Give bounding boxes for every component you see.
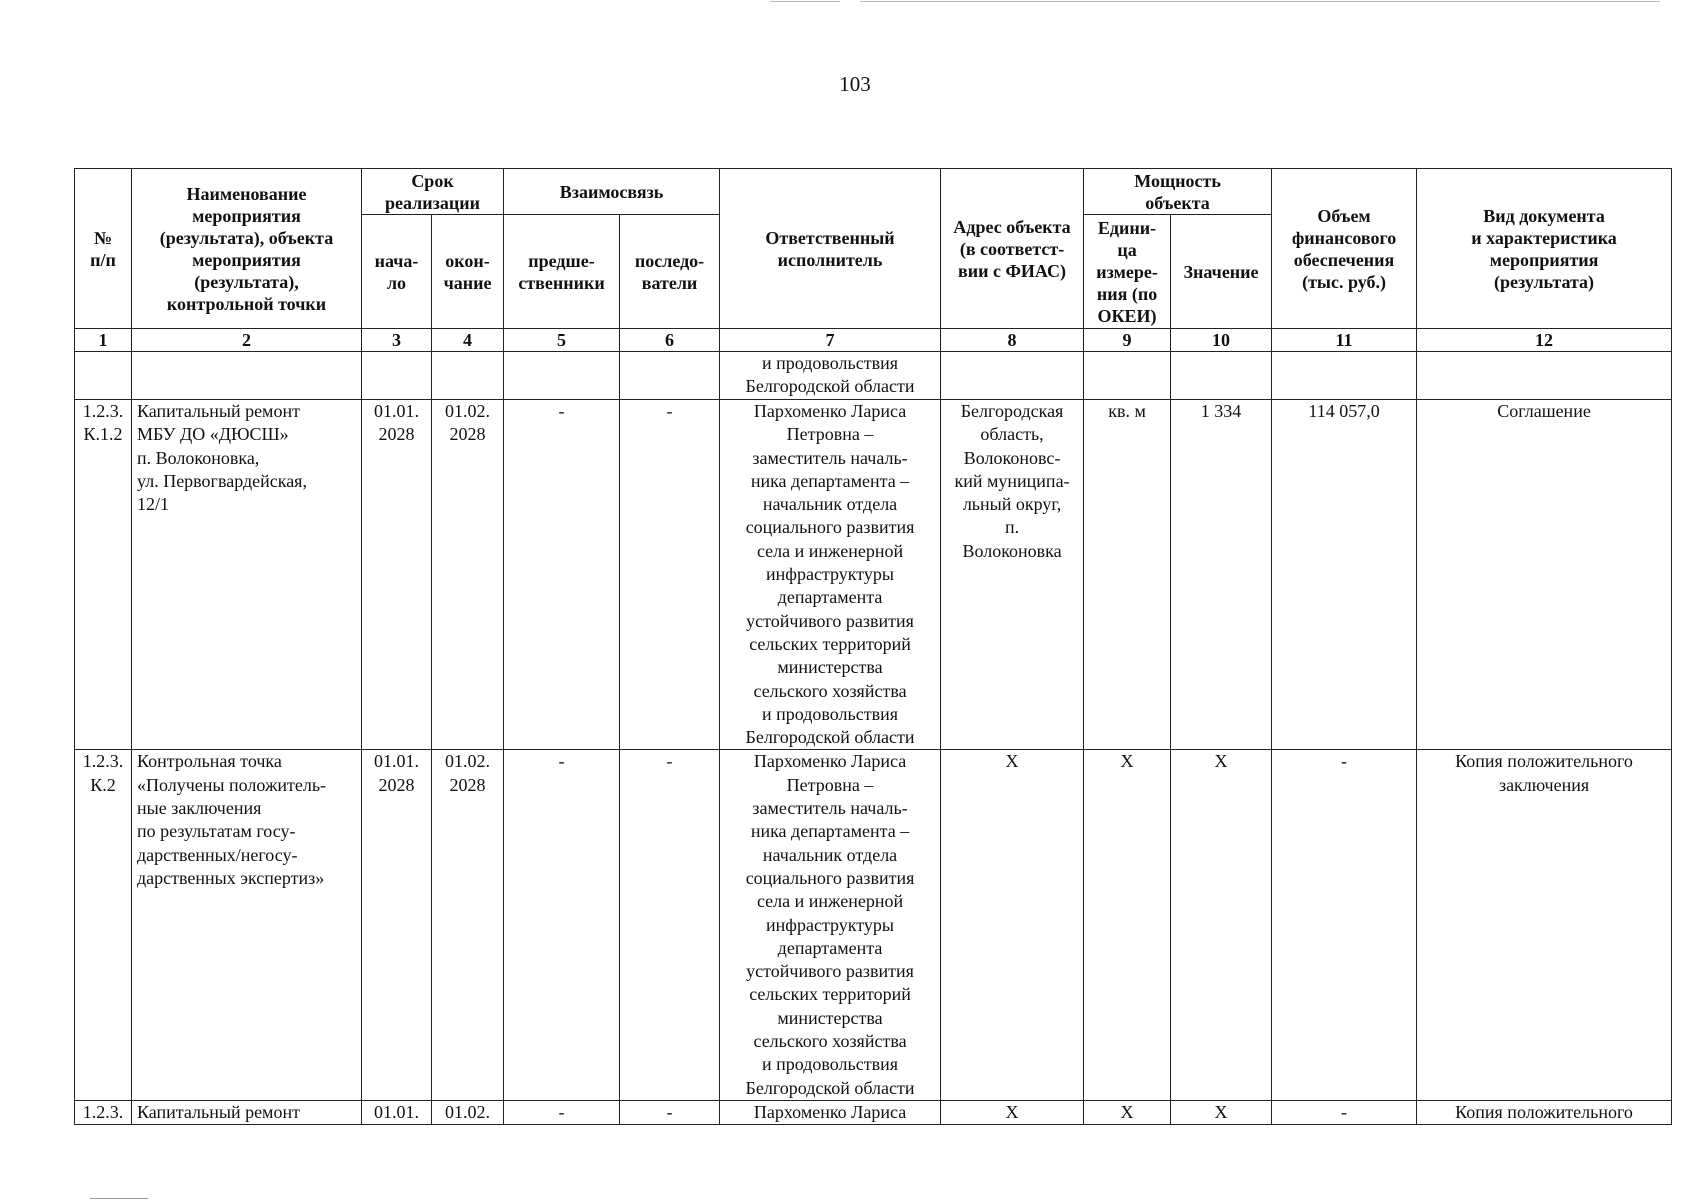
header-finance: Объем финансового обеспечения (тыс. руб.) xyxy=(1272,169,1417,329)
cell-unit: Х xyxy=(1084,1100,1171,1124)
cell-succ: - xyxy=(620,750,720,1100)
cell-name: Капитальный ремонт xyxy=(132,1100,362,1124)
column-number: 1 xyxy=(75,329,132,352)
cell-unit: кв. м xyxy=(1084,400,1171,750)
cell-pred: - xyxy=(504,400,620,750)
header-address: Адрес объекта (в соответст- вии с ФИАС) xyxy=(941,169,1084,329)
column-number: 11 xyxy=(1272,329,1417,352)
header-link-pred: предше- ственники xyxy=(504,215,620,329)
header-term: Срок реализации xyxy=(362,169,504,215)
cell-doc: Копия положительного заключения xyxy=(1417,750,1672,1100)
cell-end: 01.02. 2028 xyxy=(432,750,504,1100)
cell-num: 1.2.3. К.2 xyxy=(75,750,132,1100)
cell-succ: - xyxy=(620,400,720,750)
column-number: 2 xyxy=(132,329,362,352)
cell-unit: Х xyxy=(1084,750,1171,1100)
header-link-succ: последо- ватели xyxy=(620,215,720,329)
column-number: 5 xyxy=(504,329,620,352)
cell-finance: 114 057,0 xyxy=(1272,400,1417,750)
column-number: 8 xyxy=(941,329,1084,352)
cell-unit xyxy=(1084,352,1171,400)
cell-finance xyxy=(1272,352,1417,400)
cell-pred: - xyxy=(504,1100,620,1124)
cell-doc: Копия положительного xyxy=(1417,1100,1672,1124)
cell-finance: - xyxy=(1272,1100,1417,1124)
table-row xyxy=(75,352,1672,400)
cell-executor: и продовольствия Белгородской области xyxy=(720,352,941,400)
cell-pred xyxy=(504,352,620,400)
cell-succ xyxy=(620,352,720,400)
cell-address: Белгородская область, Волоконовс- кий муниципа- льный округ, п. Волоконовка xyxy=(941,400,1084,750)
cell-end: 01.02. xyxy=(432,1100,504,1124)
cell-num: 1.2.3. К.1.2 xyxy=(75,400,132,750)
top-scan-rule xyxy=(770,1,840,2)
cell-succ: - xyxy=(620,1100,720,1124)
cell-executor: Пархоменко Лариса xyxy=(720,1100,941,1124)
cell-name xyxy=(132,352,362,400)
column-number: 10 xyxy=(1171,329,1272,352)
cell-finance: - xyxy=(1272,750,1417,1100)
header-row-top xyxy=(75,169,1672,215)
header-capacity-value: Значение xyxy=(1171,215,1272,329)
column-number: 7 xyxy=(720,329,941,352)
header-name: Наименование мероприятия (результата), объекта мероприятия (результата), контрольной точки xyxy=(132,169,362,329)
column-number: 6 xyxy=(620,329,720,352)
cell-value: Х xyxy=(1171,1100,1272,1124)
cell-pred: - xyxy=(504,750,620,1100)
column-numbers-row xyxy=(75,329,1672,352)
cell-value xyxy=(1171,352,1272,400)
column-number: 12 xyxy=(1417,329,1672,352)
table-row xyxy=(75,400,1672,750)
header-term-end: окон- чание xyxy=(432,215,504,329)
measures-table xyxy=(74,168,1672,1125)
top-scan-rule xyxy=(860,1,1660,2)
cell-start: 01.01. 2028 xyxy=(362,750,432,1100)
header-doc-type: Вид документа и характеристика мероприятия (результата) xyxy=(1417,169,1672,329)
cell-start: 01.01. 2028 xyxy=(362,400,432,750)
column-number: 3 xyxy=(362,329,432,352)
cell-address xyxy=(941,352,1084,400)
header-link: Взаимосвязь xyxy=(504,169,720,215)
cell-address: Х xyxy=(941,750,1084,1100)
table-row xyxy=(75,750,1672,1100)
cell-num xyxy=(75,352,132,400)
table-row xyxy=(75,1100,1672,1124)
column-number: 9 xyxy=(1084,329,1171,352)
header-capacity-unit: Едини- ца измере- ния (по ОКЕИ) xyxy=(1084,215,1171,329)
header-capacity: Мощность объекта xyxy=(1084,169,1272,215)
column-number: 4 xyxy=(432,329,504,352)
page-number: 103 xyxy=(839,72,871,96)
header-num: № п/п xyxy=(75,169,132,329)
cell-num: 1.2.3. xyxy=(75,1100,132,1124)
cell-name: Контрольная точка «Получены положитель- ные заключения по результатам госу- дарственных/негосу- дарственных экспертиз» xyxy=(132,750,362,1100)
header-term-start: нача- ло xyxy=(362,215,432,329)
bottom-scan-rule xyxy=(90,1198,148,1199)
cell-start: 01.01. xyxy=(362,1100,432,1124)
cell-executor: Пархоменко Лариса Петровна – заместитель началь- ника департамента – начальник отдела социального развития села и инженерной инфраструктуры департамента устойчивого развития сельских территорий министерства сельского хозяйства и продовольствия Белгородской области xyxy=(720,750,941,1100)
cell-executor: Пархоменко Лариса Петровна – заместитель началь- ника департамента – начальник отдела социального развития села и инженерной инфраструктуры департамента устойчивого развития сельских территорий министерства сельского хозяйства и продовольствия Белгородской области xyxy=(720,400,941,750)
cell-end xyxy=(432,352,504,400)
cell-value: Х xyxy=(1171,750,1272,1100)
cell-name: Капитальный ремонт МБУ ДО «ДЮСШ» п. Волоконовка, ул. Первогвардейская, 12/1 xyxy=(132,400,362,750)
cell-start xyxy=(362,352,432,400)
cell-value: 1 334 xyxy=(1171,400,1272,750)
cell-address: Х xyxy=(941,1100,1084,1124)
cell-doc: Соглашение xyxy=(1417,400,1672,750)
cell-end: 01.02. 2028 xyxy=(432,400,504,750)
header-executor: Ответственный исполнитель xyxy=(720,169,941,329)
cell-doc xyxy=(1417,352,1672,400)
